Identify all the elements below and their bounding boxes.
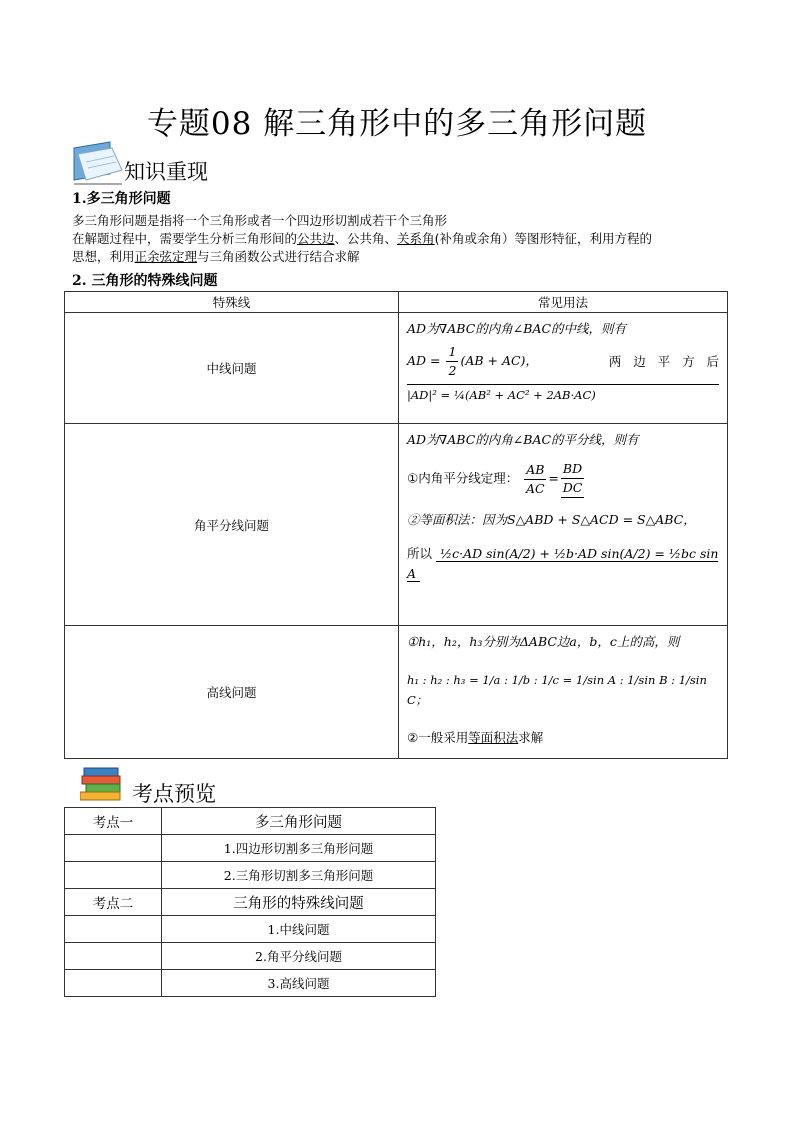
table-row: 考点二 三角形的特殊线问题 bbox=[65, 889, 436, 916]
row-usage-altitude: ①h₁，h₂，h₃分别为ΔABC边a，b，c上的高，则 h₁ : h₂ : h₃ = 1/a : 1/b : 1/c = 1/sin A : 1/sin B : 1/sin C； ②一般采用等面积法求解 bbox=[399, 626, 728, 759]
table-row: 考点一 多三角形问题 bbox=[65, 808, 436, 835]
table-header-row bbox=[65, 292, 728, 313]
table-row: 1.中线问题 bbox=[65, 916, 436, 943]
row-usage-bisector: AD为∇ABC的内角∠BAC的平分线，则有 ①内角平分线定理： $\frac{AB}{AC}$ = $\frac{BD}{DC}$ ②等面积法：因为S△ABD + S△ACD = S△ABC， 所以 ½c·AD sin(A/2) + ½b·AD sin(A/2) = ½bc sin A bbox=[399, 424, 728, 626]
row-name-bisector: 角平分线问题 bbox=[65, 424, 399, 626]
section-banner-preview bbox=[72, 762, 272, 808]
table-row: 2.角平分线问题 bbox=[65, 943, 436, 970]
section-title-knowledge: 知识重现 bbox=[124, 160, 208, 184]
section-title-preview: 考点预览 bbox=[132, 782, 216, 806]
header-common-usage: 常见用法 bbox=[399, 292, 728, 313]
part1-heading: 1.多三角形问题 bbox=[72, 191, 171, 207]
page-title: 专题08 解三角形中的多三角形问题 bbox=[146, 106, 648, 142]
stacked-books-icon bbox=[80, 764, 128, 804]
part2-heading: 2. 三角形的特殊线问题 bbox=[72, 273, 218, 289]
row-usage-median: AD为∇ABC的内角∠BAC的中线，则有 AD = $\frac{1}{2}$ (AB + AC)， 两 边 平 方 后 |AD|² = ¼(AB² + AC² + 2AB·AC) bbox=[399, 313, 728, 424]
row-name-median: 中线问题 bbox=[65, 313, 399, 424]
table-row: 3.高线问题 bbox=[65, 970, 436, 997]
table-row-median bbox=[65, 313, 728, 424]
part1-line3: 思想，利用正余弦定理与三角函数公式进行结合求解 bbox=[72, 249, 360, 264]
table-row: 2.三角形切割多三角形问题 bbox=[65, 862, 436, 889]
table-row: 1.四边形切割多三角形问题 bbox=[65, 835, 436, 862]
part1-line2: 在解题过程中，需要学生分析三角形间的公共边、公共角、关系角(补角或余角）等图形特征，利用方程的 bbox=[72, 231, 652, 246]
part1-paragraph bbox=[72, 212, 732, 266]
row-name-altitude: 高线问题 bbox=[65, 626, 399, 759]
section-banner-knowledge bbox=[72, 140, 272, 186]
table-row-bisector bbox=[65, 424, 728, 626]
part1-line1: 多三角形问题是指将一个三角形或者一个四边形切割成若干个三角形 bbox=[72, 213, 448, 228]
preview-table bbox=[64, 807, 436, 997]
header-special-line: 特殊线 bbox=[65, 292, 399, 313]
special-lines-table bbox=[64, 291, 728, 759]
table-row-altitude bbox=[65, 626, 728, 759]
open-book-icon bbox=[72, 140, 124, 186]
